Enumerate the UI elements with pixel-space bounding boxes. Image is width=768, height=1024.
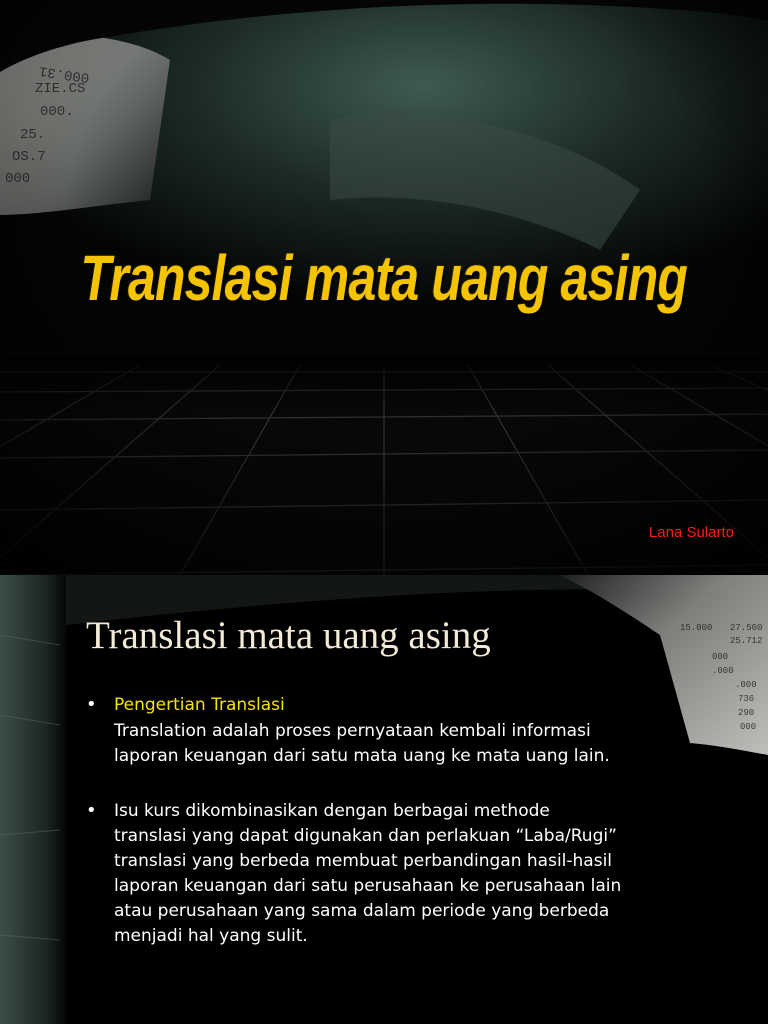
svg-text:25.712: 25.712: [730, 636, 763, 646]
bullet-icon: •: [86, 800, 97, 821]
svg-text:15.000: 15.000: [680, 623, 713, 633]
svg-text:000: 000: [712, 652, 729, 662]
list-item: [86, 799, 736, 949]
svg-text:000: 000: [740, 722, 757, 732]
bullet-icon: •: [86, 694, 97, 715]
author-name: Lana Sularto: [648, 524, 734, 541]
content-slide: [0, 575, 768, 1024]
svg-text:.000: .000: [712, 666, 734, 676]
bullet-text: Isu kurs dikombinasikan dengan berbagai methode translasi yang dapat digunakan dan perlakuan “Laba/Rugi” translasi yang berbeda membuat perbandingan hasil-hasil laporan keuangan dari satu perusahaan ke perusahaan lain atau perusahaan yang sama dalam periode yang berbeda menjadi hal yang sulit.: [114, 801, 622, 946]
svg-text:27.500: 27.500: [730, 623, 763, 633]
svg-text:290: 290: [738, 708, 755, 718]
bullet-heading: Pengertian Translasi: [114, 695, 285, 715]
slide2-title: Translasi mata uang asing: [86, 614, 491, 657]
bullet-list: [86, 693, 736, 949]
list-item: [86, 693, 736, 769]
svg-text:.000: .000: [735, 680, 757, 690]
svg-text:736: 736: [738, 694, 755, 704]
slide1-title-wrap: [0, 218, 768, 338]
bullet-text: Translation adalah proses pernyataan kembali informasi laporan keuangan dari satu mata uang ke mata uang lain.: [114, 721, 610, 766]
slide1-title: Translasi mata uang asing: [80, 242, 688, 314]
